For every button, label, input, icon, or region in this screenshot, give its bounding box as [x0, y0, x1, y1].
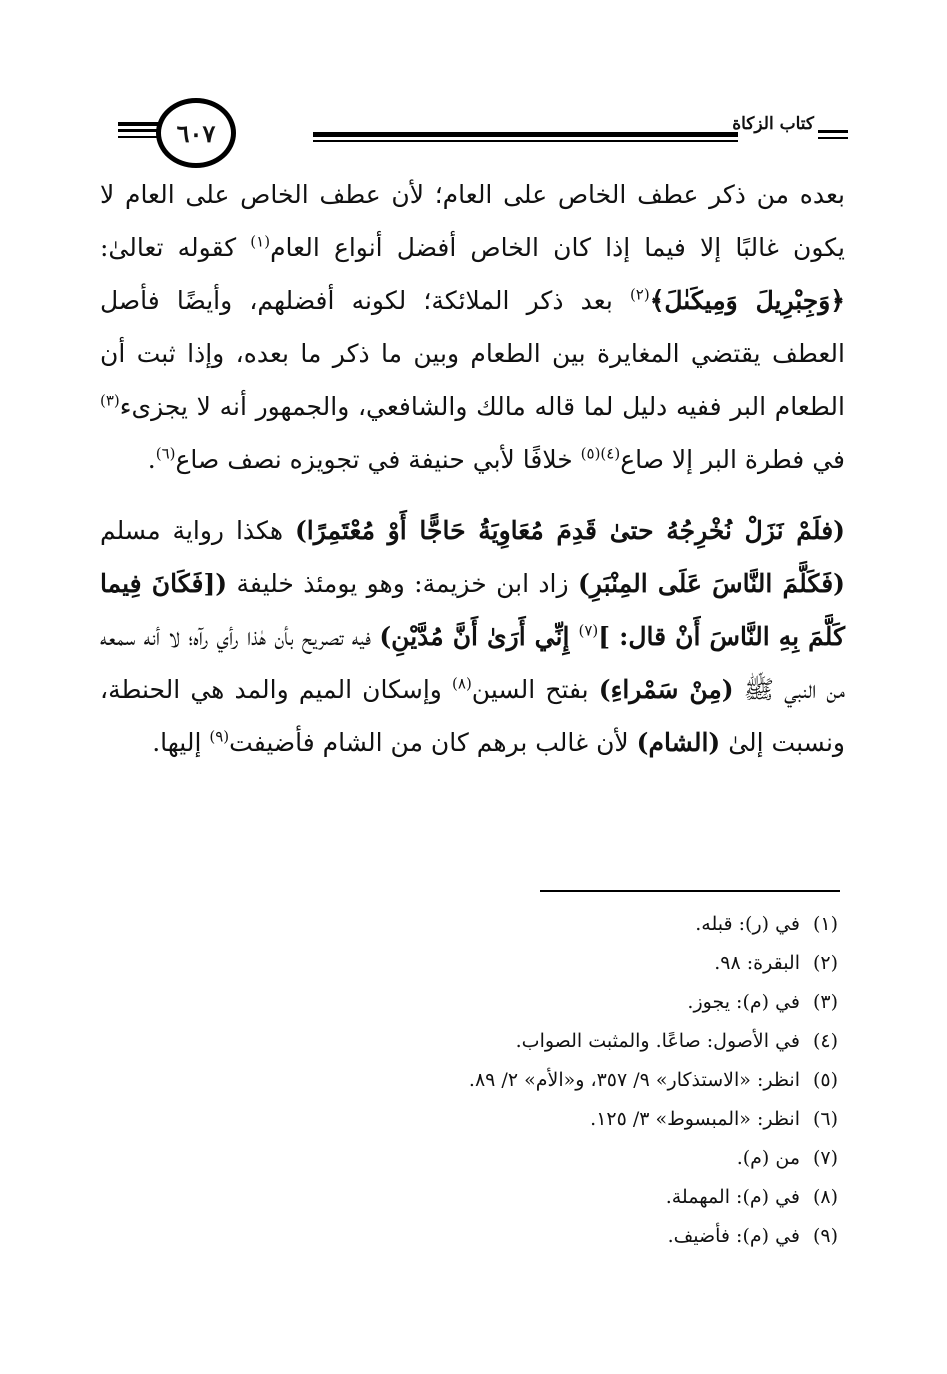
hadith-quote: (فَكَلَّمَ النَّاسَ عَلَى المِنْبَرِ) — [577, 569, 845, 598]
footnote-text: من (م). — [736, 1147, 800, 1169]
footnote-ref: (٩) — [209, 727, 230, 746]
text-run: كقوله تعالىٰ: — [100, 233, 251, 262]
text-run: وإسكان الميم والمد هي الحنطة، ونسبت إلىٰ — [100, 675, 845, 757]
footnote-item — [100, 1100, 838, 1139]
footnote-item — [100, 983, 838, 1022]
hadith-quote: (فلَمْ نَزَلْ نُخْرِجُهُ حتىٰ قَدِمَ مُعَاوِيَةُ حَاجًّا أَوْ مُعْتَمِرًا) — [294, 516, 845, 545]
footnote-number: (١) — [812, 913, 838, 935]
footnote-number: (٢) — [812, 952, 838, 974]
footnote-ref: (٨) — [452, 674, 472, 693]
footnote-item — [100, 1022, 838, 1061]
footnote-text: في (م): المهملة. — [665, 1186, 800, 1208]
footnote-item — [100, 1178, 838, 1217]
text-run: في فطرة البر إلا صاع — [620, 445, 845, 474]
hadith-quote: ([فَكَانَ فِيما كَلَّمَ بِهِ النَّاسَ أَنْ قال: ] — [100, 569, 845, 651]
footnote-item — [100, 944, 838, 983]
text-run: فيه تصريح بأن هٰذا رأي رآه؛ لا أنه سمعه من النبي ﷺ — [100, 622, 845, 704]
footnote-number: (٩) — [812, 1225, 838, 1247]
footnote-text: انظر: «المبسوط» ٣/ ١٢٥. — [590, 1108, 800, 1130]
footnotes — [100, 905, 838, 1256]
text-run: خلافًا لأبي حنيفة في تجويزه نصف صاع — [175, 445, 581, 474]
footnote-ref: (٥) — [580, 444, 601, 463]
paragraph — [100, 504, 845, 769]
text-run: زاد ابن خزيمة: وهو يومئذ خليفة — [227, 569, 578, 598]
footnote-number: (٥) — [812, 1069, 838, 1091]
hadith-quote: (الشام) — [636, 728, 721, 757]
footnote-ref: (٧) — [578, 621, 599, 640]
paragraph — [100, 168, 845, 486]
text-run: إليها. — [152, 728, 210, 757]
text-run: . — [147, 445, 156, 474]
footnote-separator — [540, 890, 840, 892]
header-rule — [818, 137, 848, 139]
footnote-ref: (٣) — [100, 391, 120, 410]
text-run: هكذا رواية مسلم — [100, 516, 295, 545]
footnote-text: البقرة: ٩٨. — [714, 952, 800, 974]
text-run: بفتح السين — [471, 675, 599, 704]
book-title: كتاب الزكاة — [732, 114, 814, 134]
footnote-number: (٤) — [812, 1030, 838, 1052]
page-number: ٦٠٧ — [156, 98, 236, 168]
footnote-item — [100, 1217, 838, 1256]
text-run: بعده من ذكر عطف الخاص على العام؛ لأن عطف الخاص على العام لا يكون غالبًا إلا فيما إذا كان الخاص أفضل أنواع العام — [100, 180, 846, 262]
footnote-ref: (٦) — [155, 444, 176, 463]
text-run: لأن غالب برهم كان من الشام فأضيفت — [229, 728, 637, 757]
footnote-ref: (٤) — [600, 444, 621, 463]
footnote-item — [100, 905, 838, 944]
main-text — [100, 168, 845, 769]
text-run: بعد ذكر الملائكة؛ لكونه أفضلهم، وأيضًا فأصل العطف يقتضي المغايرة بين الطعام وبين ما ذكر ما بعده، وإذا ثبت أن الطعام البر ففيه دليل لما قاله مالك والشافعي، والجمهور أنه لا يجزىء — [100, 286, 845, 421]
footnote-number: (٧) — [812, 1147, 838, 1169]
footnote-ref: (٢) — [629, 285, 650, 304]
footnote-number: (٨) — [812, 1186, 838, 1208]
header-rule — [313, 132, 738, 137]
footnote-text: في (ر): قبله. — [695, 913, 800, 935]
footnote-text: في (م): فأضيف. — [667, 1225, 800, 1247]
page-header — [108, 96, 848, 166]
footnote-text: في الأصول: صاعًا. والمثبت الصواب. — [515, 1030, 800, 1052]
footnote-text: في (م): يجوز. — [687, 991, 800, 1013]
header-rule — [818, 130, 848, 133]
quran-verse: ﴿وَجِبْرِيلَ وَمِيكَىٰلَ﴾ — [649, 286, 845, 315]
footnote-item — [100, 1139, 838, 1178]
hadith-quote: (مِنْ سَمْراءِ) — [598, 675, 734, 704]
footnote-number: (٦) — [812, 1108, 838, 1130]
header-rule — [313, 140, 738, 142]
footnote-item — [100, 1061, 838, 1100]
footnote-ref: (١) — [250, 232, 271, 251]
hadith-quote: إِنِّي أَرَىٰ أَنَّ مُدَّيْنِ) — [379, 622, 579, 651]
footnote-number: (٣) — [812, 991, 838, 1013]
footnote-text: انظر: «الاستذكار» ٩/ ٣٥٧، و«الأم» ٢/ ٨٩. — [468, 1069, 800, 1091]
